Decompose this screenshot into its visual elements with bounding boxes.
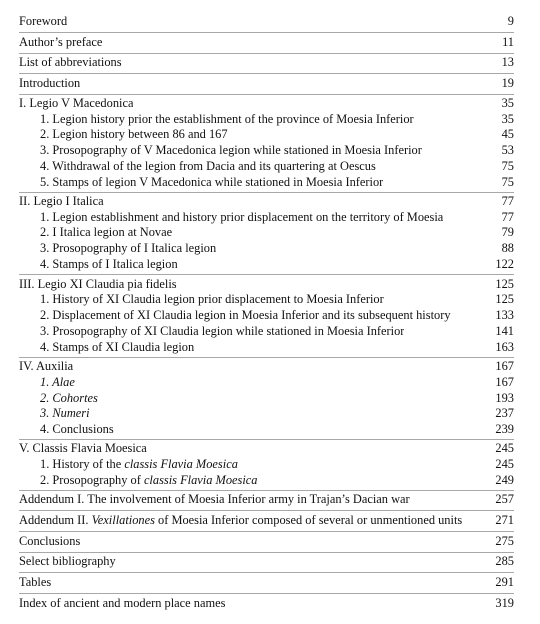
toc-entry-foreword[interactable]	[19, 14, 514, 29]
divider	[19, 274, 514, 275]
toc-subentry[interactable]	[40, 375, 514, 390]
entry-page-number: 79	[501, 225, 514, 239]
entry-title: 2. Legion history between 86 and 167	[40, 127, 228, 141]
entry-page-number: 88	[501, 241, 514, 255]
entry-title: Tables	[19, 575, 52, 589]
entry-title: IV. Auxilia	[19, 359, 74, 373]
entry-page-number: 77	[501, 210, 514, 224]
toc-chapter-legio-i-italica[interactable]	[19, 194, 514, 209]
divider	[19, 593, 514, 594]
entry-title-italic: classis Flavia Moesica	[124, 457, 238, 471]
entry-title: 4. Stamps of XI Claudia legion	[40, 340, 195, 354]
toc-subentry[interactable]	[40, 340, 514, 355]
entry-page-number: 45	[501, 127, 514, 141]
entry-title: 1. Legion history prior the establishment of the province of Moesia Inferior	[40, 112, 414, 126]
entry-title: I. Legio V Macedonica	[19, 96, 134, 110]
entry-page-number: 35	[501, 112, 514, 126]
divider	[19, 32, 514, 33]
entry-title-prefix: Addendum II.	[19, 513, 92, 527]
entry-page-number: 13	[501, 55, 514, 69]
entry-page-number: 237	[495, 406, 514, 420]
entry-page-number: 9	[507, 14, 514, 28]
toc-entry-tables[interactable]	[19, 575, 514, 590]
toc-subentry[interactable]	[40, 112, 514, 127]
toc-entry-addendum-ii[interactable]	[19, 513, 514, 528]
toc-subentry[interactable]	[40, 225, 514, 240]
entry-title: 3. Prosopography of I Italica legion	[40, 241, 217, 255]
toc-entry-select-bibliography[interactable]	[19, 554, 514, 569]
entry-title: Introduction	[19, 76, 81, 90]
entry-page-number: 319	[495, 596, 514, 610]
toc-subentry[interactable]	[40, 292, 514, 307]
entry-title-italic: 1. Alae	[40, 375, 75, 389]
entry-title-italic: classis Flavia Moesica	[143, 473, 258, 487]
toc-subentry[interactable]	[40, 406, 514, 421]
toc-chapter-auxilia[interactable]	[19, 359, 514, 374]
toc-subentry[interactable]	[40, 143, 514, 158]
entry-title: 4. Stamps of I Italica legion	[40, 257, 178, 271]
entry-title: 5. Stamps of legion V Macedonica while stationed in Moesia Inferior	[40, 175, 384, 189]
entry-page-number: 125	[495, 277, 514, 291]
entry-title: 3. Prosopography of V Macedonica legion while stationed in Moesia Inferior	[40, 143, 422, 157]
divider	[19, 192, 514, 193]
divider	[19, 572, 514, 573]
toc-entry-list-of-abbreviations[interactable]	[19, 55, 514, 70]
divider	[19, 510, 514, 511]
divider	[19, 552, 514, 553]
entry-page-number: 257	[495, 492, 514, 506]
entry-title: III. Legio XI Claudia pia fidelis	[19, 277, 177, 291]
entry-page-number: 245	[495, 441, 514, 455]
entry-title: Author’s preface	[19, 35, 103, 49]
entry-title	[40, 391, 98, 406]
toc-subentry[interactable]	[40, 324, 514, 339]
toc-subentry[interactable]	[40, 257, 514, 272]
toc-subentry[interactable]	[40, 308, 514, 323]
entry-page-number: 77	[501, 194, 514, 208]
entry-title	[40, 473, 258, 488]
divider	[19, 73, 514, 74]
entry-page-number: 53	[501, 143, 514, 157]
entry-page-number: 291	[495, 575, 514, 589]
toc-subentry[interactable]	[40, 210, 514, 225]
entry-page-number: 249	[495, 473, 514, 487]
entry-title: 1. Legion establishment and history prior displacement on the territory of Moesia	[40, 210, 444, 224]
entry-title: 2. I Italica legion at Novae	[40, 225, 173, 239]
toc-subentry[interactable]	[40, 391, 514, 406]
entry-title: 3. Prosopography of XI Claudia legion while stationed in Moesia Inferior	[40, 324, 405, 338]
entry-page-number: 167	[495, 359, 514, 373]
toc-subentry[interactable]	[40, 457, 514, 472]
toc-chapter-classis-flavia-moesica[interactable]	[19, 441, 514, 456]
entry-title-italic: 3. Numeri	[40, 406, 90, 420]
entry-page-number: 75	[501, 159, 514, 173]
entry-page-number: 122	[495, 257, 514, 271]
entry-page-number: 285	[495, 554, 514, 568]
toc-subentry[interactable]	[40, 175, 514, 190]
entry-title: V. Classis Flavia Moesica	[19, 441, 147, 455]
divider	[19, 490, 514, 491]
entry-page-number: 125	[495, 292, 514, 306]
entry-title-prefix: 1. History of the	[40, 457, 125, 471]
entry-title-italic: Vexillationes	[91, 513, 155, 527]
toc-entry-conclusions[interactable]	[19, 534, 514, 549]
entry-title	[40, 406, 90, 421]
entry-title: Conclusions	[19, 534, 81, 548]
entry-page-number: 19	[501, 76, 514, 90]
entry-title: Addendum I. The involvement of Moesia Inferior army in Trajan’s Dacian war	[19, 492, 410, 506]
entry-page-number: 275	[495, 534, 514, 548]
entry-title	[40, 375, 75, 390]
entry-page-number: 11	[502, 35, 514, 49]
entry-page-number: 35	[501, 96, 514, 110]
divider	[19, 357, 514, 358]
toc-subentry[interactable]	[40, 159, 514, 174]
toc-entry-introduction[interactable]	[19, 76, 514, 91]
entry-page-number: 163	[495, 340, 514, 354]
toc-entry-authors-preface[interactable]	[19, 35, 514, 50]
entry-title: Foreword	[19, 14, 68, 28]
entry-title: Select bibliography	[19, 554, 116, 568]
entry-title: 4. Conclusions	[40, 422, 114, 436]
toc-subentry[interactable]	[40, 241, 514, 256]
entry-title: 1. History of XI Claudia legion prior displacement to Moesia Inferior	[40, 292, 384, 306]
entry-title	[19, 513, 462, 528]
entry-title-suffix: of Moesia Inferior composed of several or unmentioned units	[154, 513, 463, 527]
entry-title-prefix: 2. Prosopography of	[40, 473, 144, 487]
entry-title: 4. Withdrawal of the legion from Dacia and its quartering at Oescus	[40, 159, 376, 173]
entry-title: List of abbreviations	[19, 55, 122, 69]
toc-subentry[interactable]	[40, 422, 514, 437]
entry-page-number: 193	[495, 391, 514, 405]
entry-page-number: 133	[495, 308, 514, 322]
toc-entry-index[interactable]	[19, 596, 514, 611]
entry-title: 2. Displacement of XI Claudia legion in Moesia Inferior and its subsequent history	[40, 308, 451, 322]
entry-title	[40, 457, 238, 472]
toc-subentry[interactable]	[40, 473, 514, 488]
entry-title: Index of ancient and modern place names	[19, 596, 226, 610]
entry-page-number: 271	[495, 513, 514, 527]
divider	[19, 439, 514, 440]
entry-page-number: 141	[495, 324, 514, 338]
divider	[19, 94, 514, 95]
toc-chapter-legio-xi-claudia[interactable]	[19, 277, 514, 292]
entry-title: II. Legio I Italica	[19, 194, 104, 208]
divider	[19, 53, 514, 54]
toc-chapter-legio-v-macedonica[interactable]	[19, 96, 514, 111]
divider	[19, 531, 514, 532]
entry-page-number: 239	[495, 422, 514, 436]
entry-page-number: 245	[495, 457, 514, 471]
entry-page-number: 75	[501, 175, 514, 189]
toc-entry-addendum-i[interactable]	[19, 492, 514, 507]
toc-subentry[interactable]	[40, 127, 514, 142]
entry-page-number: 167	[495, 375, 514, 389]
entry-title-italic: 2. Cohortes	[40, 391, 98, 405]
